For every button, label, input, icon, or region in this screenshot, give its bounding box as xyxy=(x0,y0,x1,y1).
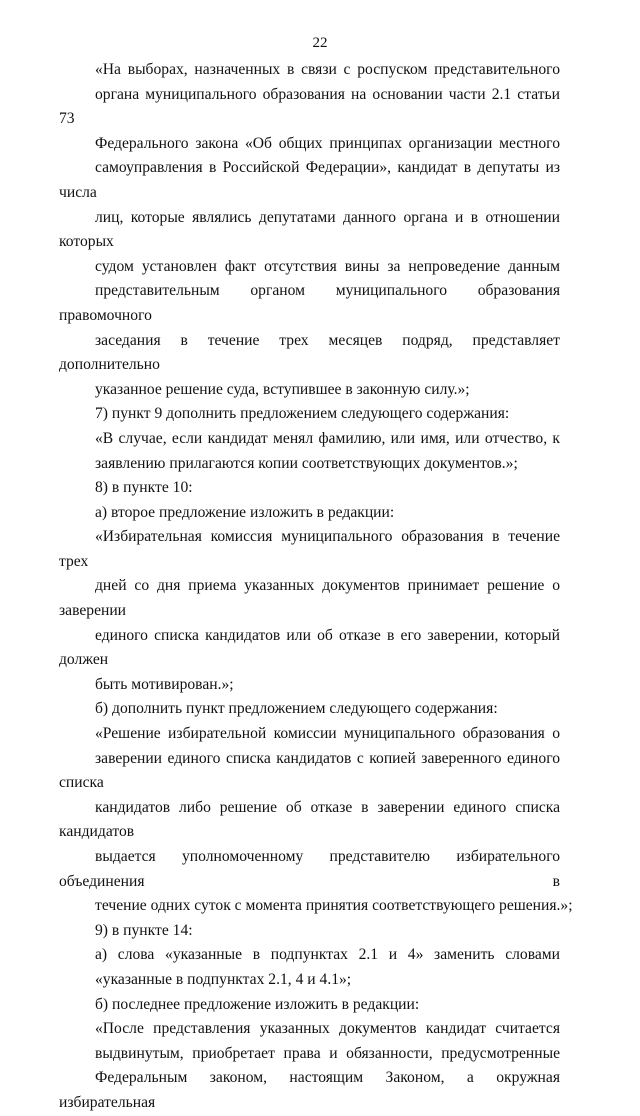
paragraph xyxy=(59,943,560,992)
text-line: 8) в пункте 10: xyxy=(95,479,193,497)
text-line: б) дополнить пункт предложением следующего содержания: xyxy=(95,700,498,718)
text-line: заявлению прилагаются копии соответствующих документов.»; xyxy=(95,454,518,472)
paragraph xyxy=(59,427,560,476)
paragraph xyxy=(59,993,560,1018)
text-line: «На выборах, назначенных в связи с роспуском представительного xyxy=(95,61,560,78)
paragraph xyxy=(59,476,560,501)
text-line: течение одних суток с момента принятия соответствующего решения.»; xyxy=(95,897,573,915)
paragraph xyxy=(59,722,573,919)
text-line: 9) в пункте 14: xyxy=(95,921,193,939)
document-body xyxy=(59,58,573,1116)
text-line: судом установлен факт отсутствия вины за непроведение данным xyxy=(95,257,560,275)
text-line: представительным органом муниципального образования правомочного xyxy=(59,282,560,324)
text-line: лиц, которые являлись депутатами данного органа и в отношении которых xyxy=(59,208,560,251)
text-line: «указанные в подпунктах 2.1, 4 и 4.1»; xyxy=(95,970,352,988)
text-line: 7) пункт 9 дополнить предложением следующего содержания: xyxy=(95,405,510,423)
text-line: самоуправления в Российской Федерации», кандидат в депутаты из числа xyxy=(59,159,560,201)
text-line: а) второе предложение изложить в редакции: xyxy=(95,503,395,521)
text-line: «Избирательная комиссия муниципального образования в течение трех xyxy=(59,528,560,570)
text-line: быть мотивирован.»; xyxy=(95,675,234,693)
text-line: кандидатов либо решение об отказе в заверении единого списка кандидатов xyxy=(59,798,560,841)
paragraph xyxy=(59,501,560,526)
text-line: «В случае, если кандидат менял фамилию, или имя, или отчество, к xyxy=(95,429,560,447)
paragraph xyxy=(59,697,560,722)
paragraph xyxy=(59,58,560,402)
page-number: 22 xyxy=(312,35,328,51)
text-line: органа муниципального образования на основании части 2.1 статьи 73 xyxy=(59,85,560,128)
paragraph xyxy=(59,1017,560,1115)
text-line: «Решение избирательной комиссии муниципального образования о xyxy=(95,725,560,743)
text-line: выдвинутым, приобретает права и обязанности, предусмотренные xyxy=(95,1044,560,1062)
paragraph xyxy=(59,525,560,697)
text-line: «После представления указанных документов кандидат считается xyxy=(95,1020,560,1038)
paragraph xyxy=(59,402,560,427)
paragraph xyxy=(59,919,560,944)
text-line: выдается уполномоченному представителю избирательного объединения в xyxy=(59,848,560,890)
text-line: дней со дня приема указанных документов принимает решение о заверении xyxy=(59,577,560,620)
text-line: Федерального закона «Об общих принципах организации местного xyxy=(95,134,560,152)
text-line: заверении единого списка кандидатов с копией заверенного единого списка xyxy=(59,749,560,792)
text-line: б) последнее предложение изложить в редакции: xyxy=(95,995,420,1013)
text-line: Федеральным законом, настоящим Законом, а окружная избирательная xyxy=(59,1069,560,1111)
text-line: а) слова «указанные в подпунктах 2.1 и 4» заменить словами xyxy=(95,946,560,964)
text-line: единого списка кандидатов или об отказе в его заверении, который должен xyxy=(59,626,560,669)
text-line: заседания в течение трех месяцев подряд, представляет дополнительно xyxy=(59,331,560,374)
text-line: указанное решение суда, вступившее в законную силу.»; xyxy=(95,380,470,398)
